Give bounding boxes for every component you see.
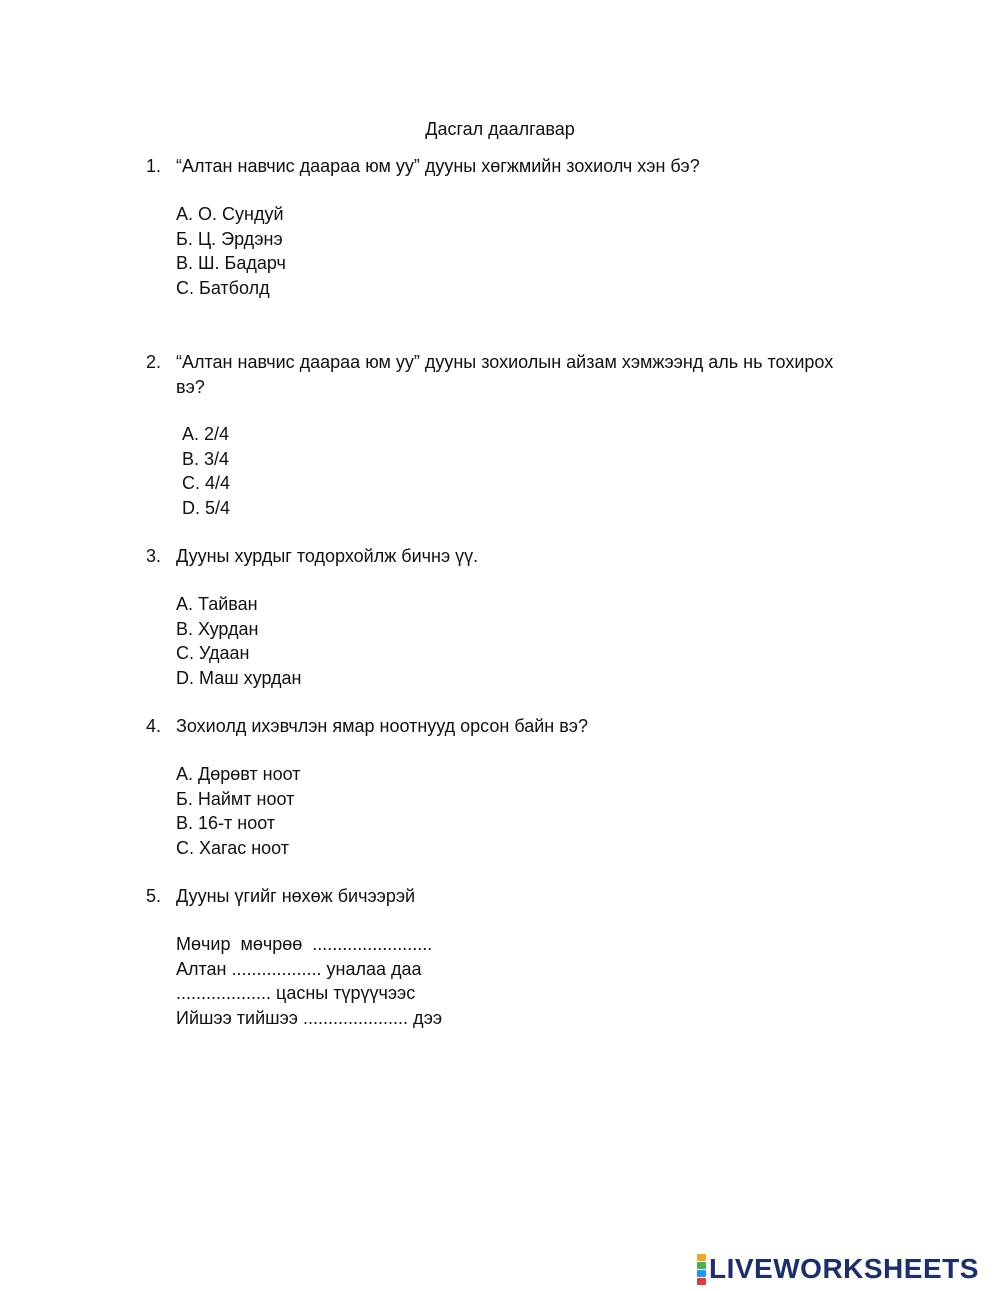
logo-block [697,1278,706,1285]
lyrics-line[interactable]: Алтан .................. уналаа даа [176,958,422,979]
question-4-options [176,762,300,860]
question-number: 1. [146,156,162,176]
liveworksheets-logo-icon [697,1254,706,1285]
answer-option[interactable]: A. 2/4 [182,424,230,444]
question-4 [146,714,846,739]
logo-block [697,1270,706,1277]
answer-option[interactable]: C. 4/4 [182,473,231,493]
answer-option[interactable]: D. 5/4 [182,497,231,518]
question-text: “Алтан навчис даараа юм уу” дууны хөгжмийн зохиолч хэн бэ? [176,156,700,176]
question-text: Дууны хурдыг тодорхойлж бичнэ үү. [176,546,479,566]
lyrics-line[interactable]: ................... цасны түрүүчээс [176,983,416,1003]
answer-option[interactable]: А. Тайван [176,594,258,614]
question-number: 4. [146,716,162,736]
answer-option[interactable]: С. Удаан [176,643,250,663]
question-number: 3. [146,546,162,566]
lyrics-line[interactable]: Мөчир мөчрөө ........................ [176,934,433,954]
question-text: Зохиолд ихэвчлэн ямар ноотнууд орсон байн вэ? [176,716,588,736]
answer-option[interactable]: Б. Ц. Эрдэнэ [176,228,283,249]
answer-option[interactable]: D. Маш хурдан [176,667,302,688]
logo-text: LIVEWORKSHEETS [709,1252,979,1284]
liveworksheets-logo [697,1254,979,1284]
answer-option[interactable]: С. Хагас ноот [176,837,290,858]
answer-option[interactable]: В. Хурдан [176,618,259,639]
answer-option[interactable]: В. Ш. Бадарч [176,253,286,273]
answer-option[interactable]: С. Батболд [176,277,270,298]
question-number: 5. [146,886,162,906]
answer-option[interactable]: А. Дөрөвт ноот [176,764,301,784]
answer-option[interactable]: Б. Наймт ноот [176,788,295,809]
page-title: Дасгал даалгавар [425,119,575,139]
lyrics-fill-in [176,932,442,1030]
question-5 [146,884,846,909]
logo-block [697,1262,706,1269]
answer-option[interactable]: B. 3/4 [182,448,230,469]
question-text: “Алтан навчис даараа юм уу” дууны зохиолын айзам хэмжээнд аль нь тохирох вэ? [176,352,834,397]
question-3 [146,544,846,569]
question-1-options [176,202,286,300]
question-text: Дууны үгийг нөхөж бичээрэй [176,886,416,906]
question-number: 2. [146,352,162,372]
question-2-options [182,422,230,520]
answer-option[interactable]: В. 16-т ноот [176,813,276,833]
lyrics-line[interactable]: Ийшээ тийшээ ..................... дээ [176,1007,443,1028]
logo-block [697,1254,706,1261]
answer-option[interactable]: А. О. Сундуй [176,204,284,224]
question-3-options [176,592,302,690]
question-1 [146,154,846,179]
question-2 [146,350,846,399]
